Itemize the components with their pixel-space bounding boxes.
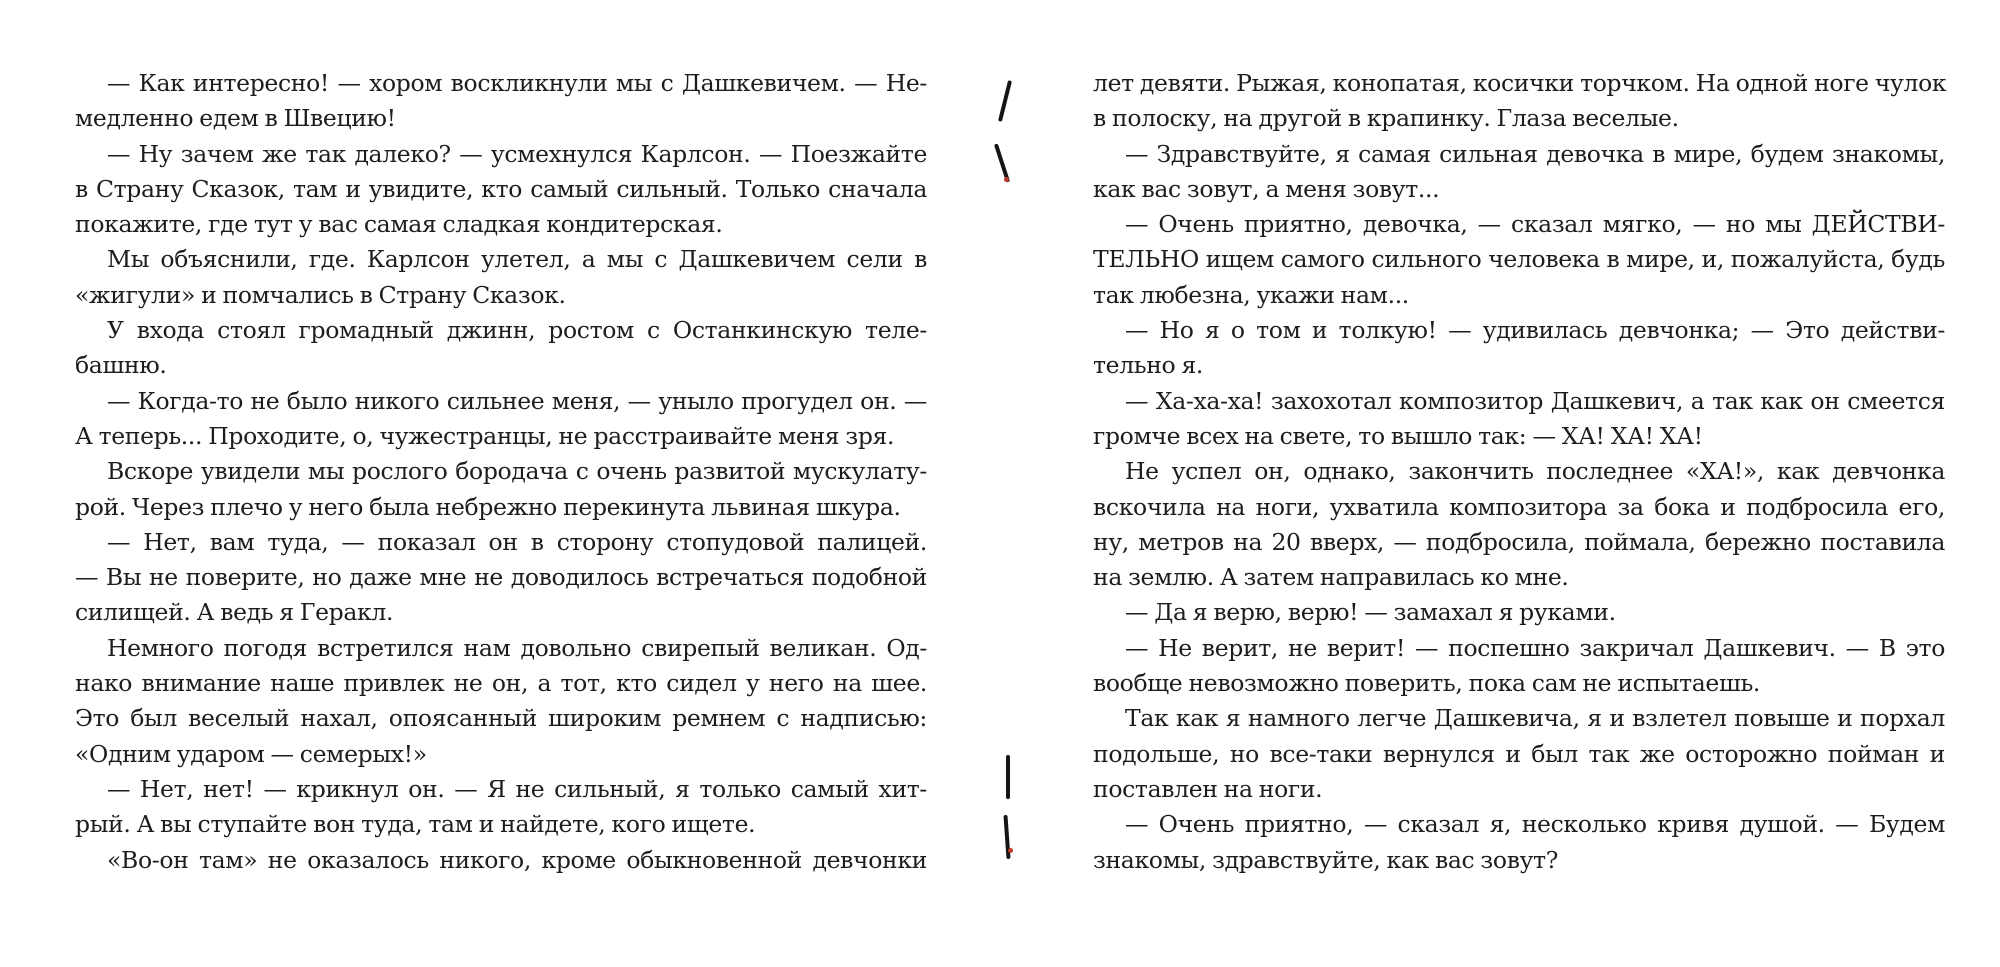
text-line: ТЕЛЬНО ищем самого сильного человека в мире, и, пожалуйста, будь bbox=[1093, 245, 1945, 274]
text-line: медленно едем в Швецию! bbox=[75, 104, 396, 133]
text-line: громче всех на свете, то вышло так: — ХА! ХА! ХА! bbox=[1093, 421, 1703, 450]
text-line: Немного погодя встретился нам довольно свирепый великан. Од- bbox=[107, 633, 927, 662]
text-line: нако внимание наше привлек не он, а тот, кто сидел у него на шее. bbox=[75, 669, 927, 698]
text-line: силищей. А ведь я Геракл. bbox=[75, 598, 394, 627]
binding-mark-dot bbox=[1004, 177, 1009, 182]
text-line: — Нет, нет! — крикнул он. — Я не сильный, я только самый хит- bbox=[107, 774, 927, 803]
text-line: Вскоре увидели мы рослого бородача с очень развитой мускулату- bbox=[107, 457, 927, 486]
text-line: — Очень приятно, — сказал я, несколько кривя душой. — Будем bbox=[1125, 810, 1945, 839]
text-line: на землю. А затем направилась ко мне. bbox=[1093, 563, 1569, 592]
text-line: «Одним ударом — семерых!» bbox=[75, 739, 427, 768]
text-line: — Нет, вам туда, — показал он в сторону стопудовой палицей. bbox=[107, 527, 927, 556]
text-line: «жигули» и помчались в Страну Сказок. bbox=[75, 280, 566, 309]
text-line: Не успел он, однако, закончить последнее «ХА!», как девчонка bbox=[1125, 457, 1945, 486]
text-line: ну, метров на 20 вверх, — подбросила, поймала, бережно поставила bbox=[1093, 527, 1945, 556]
text-line: покажите, где тут у вас самая сладкая кондитерская. bbox=[75, 210, 723, 239]
text-line: — Но я о том и толкую! — удивилась девчонка; — Это действи- bbox=[1125, 316, 1945, 345]
text-line: так любезна, укажи нам... bbox=[1093, 280, 1409, 309]
text-line: поставлен на ноги. bbox=[1093, 774, 1323, 803]
text-line: — Ну зачем же так далеко? — усмехнулся Карлсон. — Поезжайте bbox=[107, 139, 927, 168]
text-line: в Страну Сказок, там и увидите, кто самый сильный. Только сначала bbox=[75, 174, 927, 203]
text-line: как вас зовут, а меня зовут... bbox=[1093, 174, 1440, 203]
binding-mark-dot bbox=[1008, 848, 1013, 853]
text-line: «Во-он там» не оказалось никого, кроме обыкновенной девчонки bbox=[107, 845, 927, 874]
binding-mark bbox=[998, 80, 1012, 122]
text-line: Мы объяснили, где. Карлсон улетел, а мы с Дашкевичем сели в bbox=[107, 245, 927, 274]
text-line: вообще невозможно поверить, пока сам не испытаешь. bbox=[1093, 669, 1761, 698]
text-line: — Как интересно! — хором воскликнули мы с Дашкевичем. — Не- bbox=[107, 69, 927, 97]
text-line: лет девяти. Рыжая, конопатая, косички торчком. На одной ноге чулок bbox=[1093, 69, 1947, 97]
text-line: — Не верит, не верит! — поспешно закричал Дашкевич. — В это bbox=[1125, 633, 1945, 662]
text-line: — Здравствуйте, я самая сильная девочка в мире, будем знакомы, bbox=[1125, 139, 1945, 168]
text-line: тельно я. bbox=[1093, 351, 1204, 380]
text-line: Так как я намного легче Дашкевича, я и взлетел повыше и порхал bbox=[1125, 704, 1945, 733]
text-line: — Да я верю, верю! — замахал я руками. bbox=[1125, 598, 1616, 627]
right-page bbox=[1093, 66, 1945, 878]
text-line: знакомы, здравствуйте, как вас зовут? bbox=[1093, 845, 1558, 874]
text-line: — Когда-то не было никого сильнее меня, — уныло прогудел он. — bbox=[107, 386, 927, 415]
text-line: вскочила на ноги, ухватила композитора за бока и подбросила его, bbox=[1093, 492, 1945, 521]
left-page bbox=[75, 66, 927, 878]
text-line: А теперь... Проходите, о, чужестранцы, не расстраивайте меня зря. bbox=[75, 421, 895, 450]
binding-mark bbox=[1006, 755, 1010, 799]
text-line: башню. bbox=[75, 351, 167, 380]
text-line: У входа стоял громадный джинн, ростом с Останкинскую теле- bbox=[107, 316, 927, 345]
text-line: подольше, но все-таки вернулся и был так же осторожно пойман и bbox=[1093, 739, 1945, 768]
text-line: рый. А вы ступайте вон туда, там и найдете, кого ищете. bbox=[75, 810, 756, 839]
text-line: рой. Через плечо у него была небрежно перекинута львиная шкура. bbox=[75, 492, 901, 521]
text-line: — Ха-ха-ха! захохотал композитор Дашкевич, а так как он смеется bbox=[1125, 386, 1945, 415]
text-line: — Очень приятно, девочка, — сказал мягко, — но мы ДЕЙСТВИ- bbox=[1125, 210, 1945, 239]
text-line: в полоску, на другой в крапинку. Глаза веселые. bbox=[1093, 104, 1679, 133]
text-line: — Вы не поверите, но даже мне не доводилось встречаться подобной bbox=[75, 563, 927, 592]
text-line: Это был веселый нахал, опоясанный широким ремнем с надписью: bbox=[75, 704, 927, 733]
